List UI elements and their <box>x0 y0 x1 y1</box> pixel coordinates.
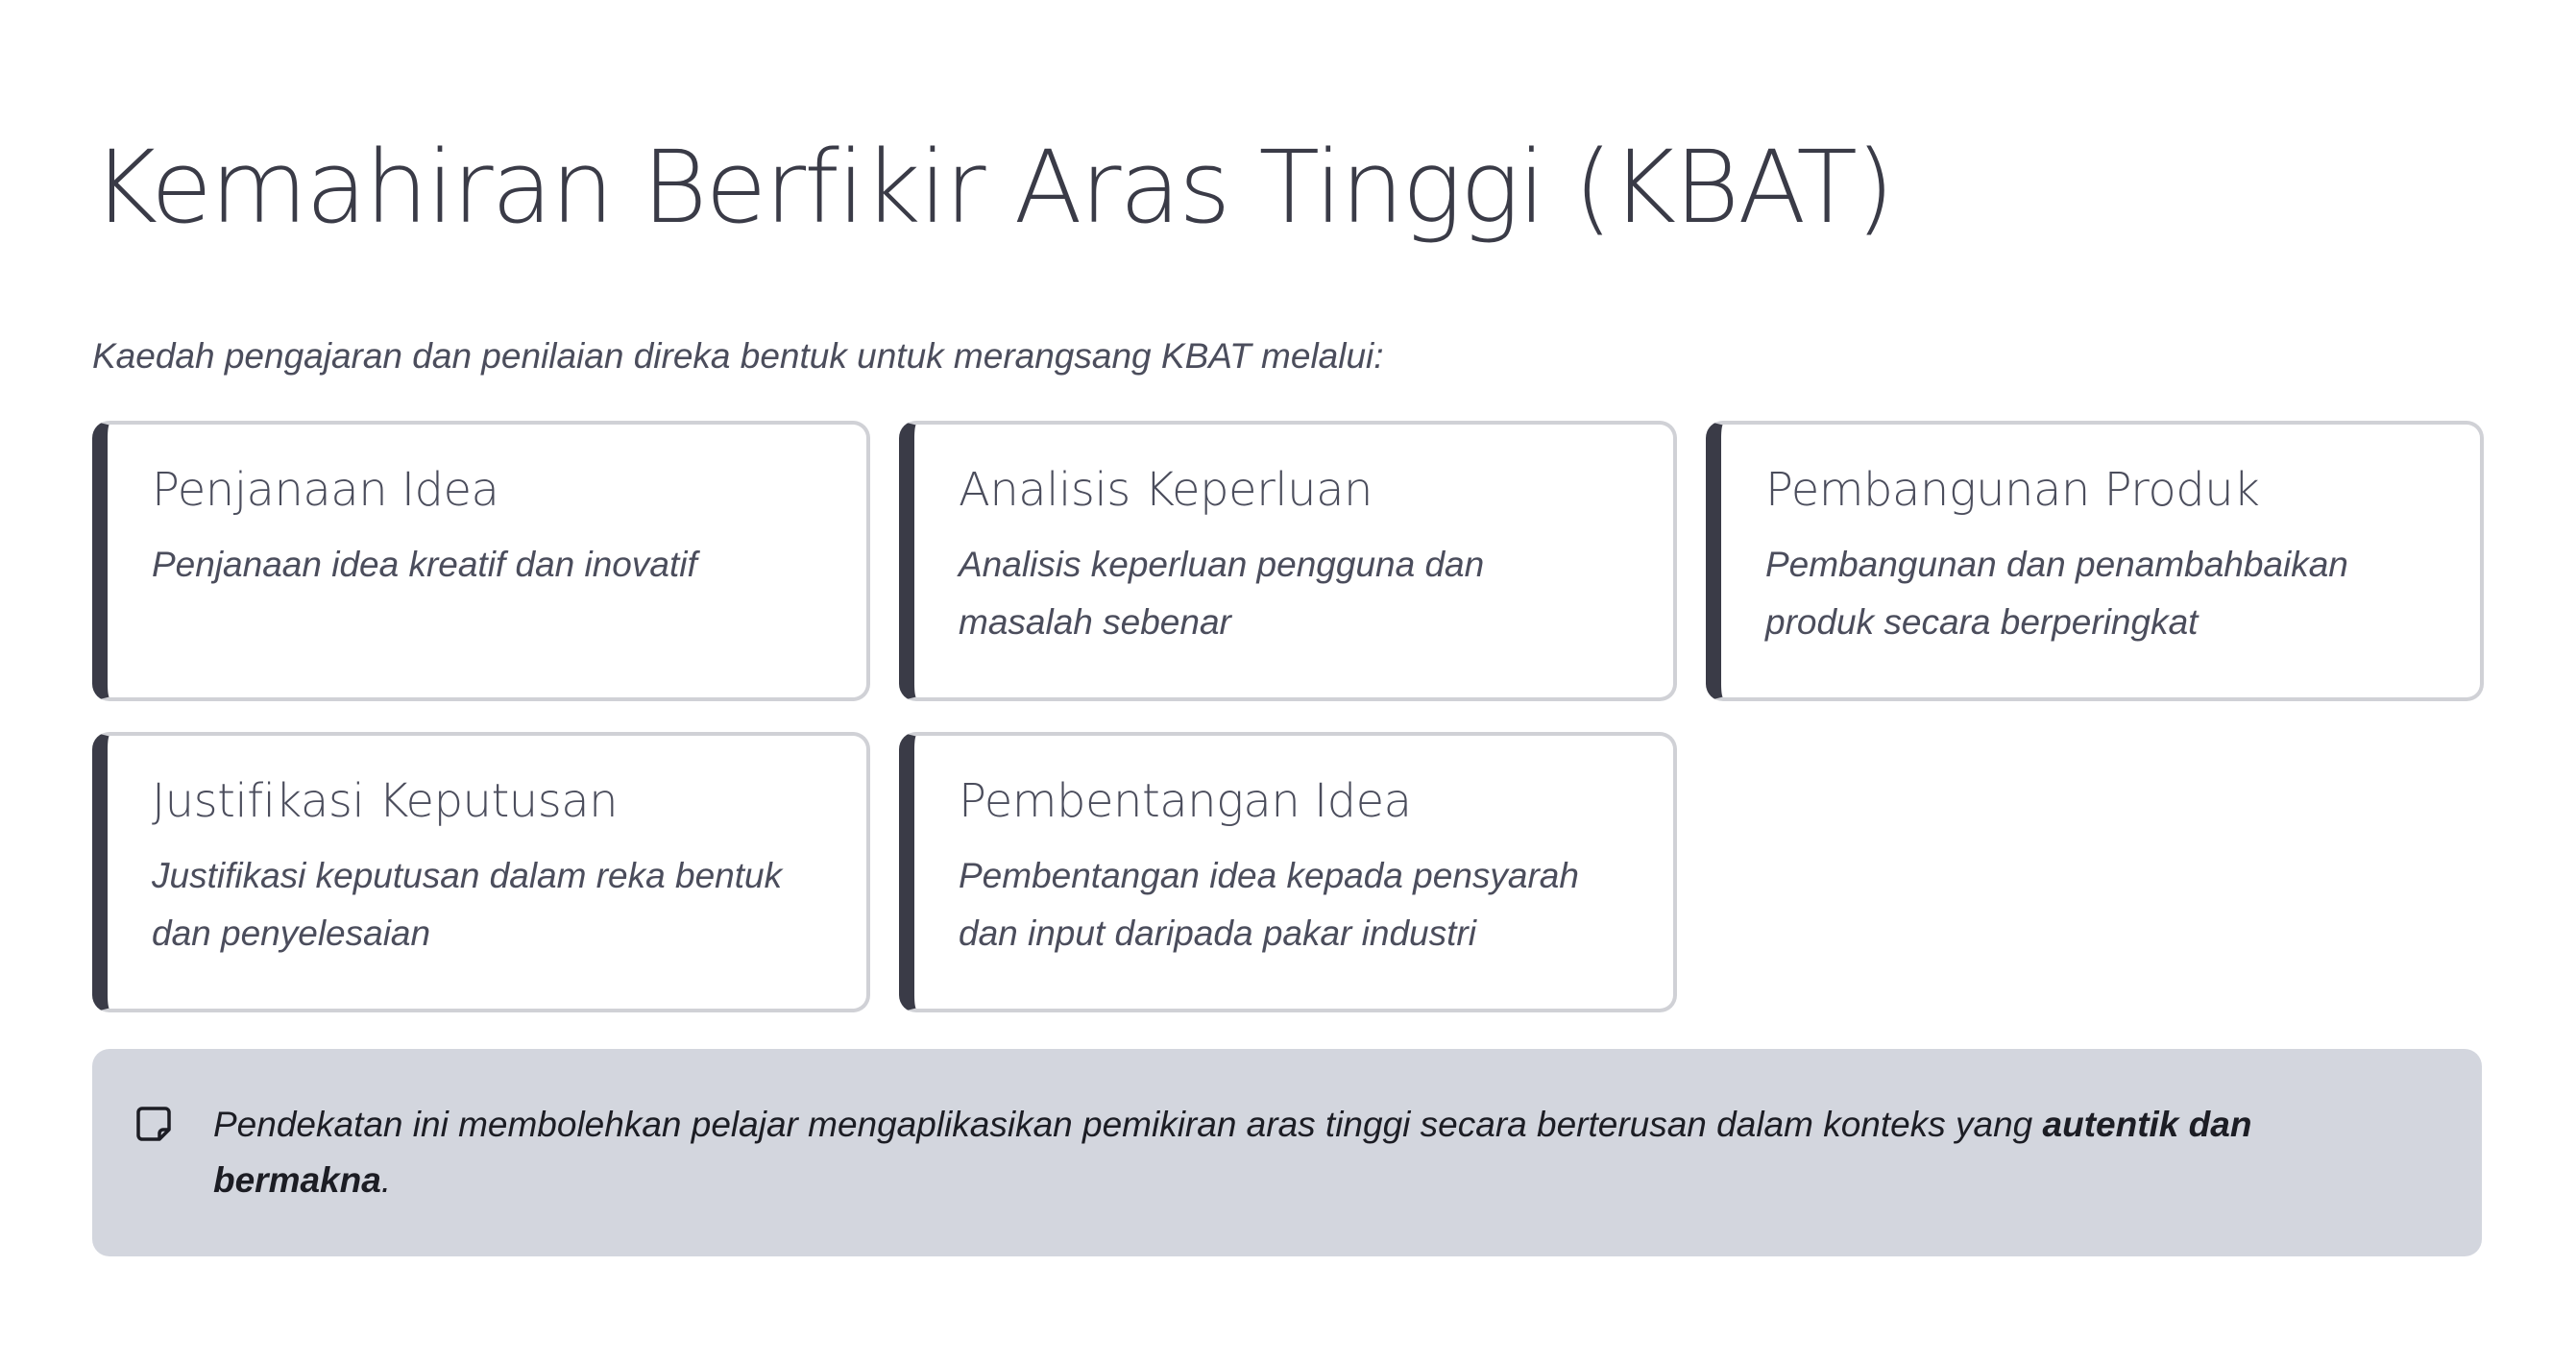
card-title: Penjanaan Idea <box>152 463 499 517</box>
card-title: Pembangunan Produk <box>1765 463 2260 517</box>
card-title: Analisis Keperluan <box>959 463 1373 517</box>
card-justifikasi-keputusan <box>92 732 870 1012</box>
card-pembangunan-produk <box>1706 421 2484 701</box>
card-description: Penjanaan idea kreatif dan inovatif <box>152 545 697 584</box>
card-title: Pembentangan Idea <box>959 774 1412 828</box>
card-description: Analisis keperluan pengguna dan masalah sebenar <box>959 545 1485 642</box>
note-icon <box>134 1105 173 1143</box>
card-description: Pembentangan idea kepada pensyarah dan input daripada pakar industri <box>959 856 1579 953</box>
card-pembentangan-idea <box>899 732 1677 1012</box>
page-title: Kemahiran Berfikir Aras Tinggi (KBAT) <box>92 129 1893 246</box>
card-penjanaan-idea <box>92 421 870 701</box>
card-title: Justifikasi Keputusan <box>152 774 619 828</box>
card-analisis-keperluan <box>899 421 1677 701</box>
card-description: Pembangunan dan penambahbaikan produk secara berperingkat <box>1765 545 2348 642</box>
note-text-end: . <box>380 1160 392 1200</box>
intro-text: Kaedah pengajaran dan penilaian direka bentuk untuk merangsang KBAT melalui: <box>92 336 1384 376</box>
card-description: Justifikasi keputusan dalam reka bentuk dan penyelesaian <box>152 856 783 953</box>
note-box <box>92 1049 2482 1256</box>
note-text-emphasis: autentik dan bermakna <box>213 1105 2252 1200</box>
note-text-start: Pendekatan ini membolehkan pelajar mengaplikasikan pemikiran aras tinggi secara berterusan dalam konteks yang <box>213 1105 2043 1144</box>
note-text <box>213 1097 2405 1208</box>
